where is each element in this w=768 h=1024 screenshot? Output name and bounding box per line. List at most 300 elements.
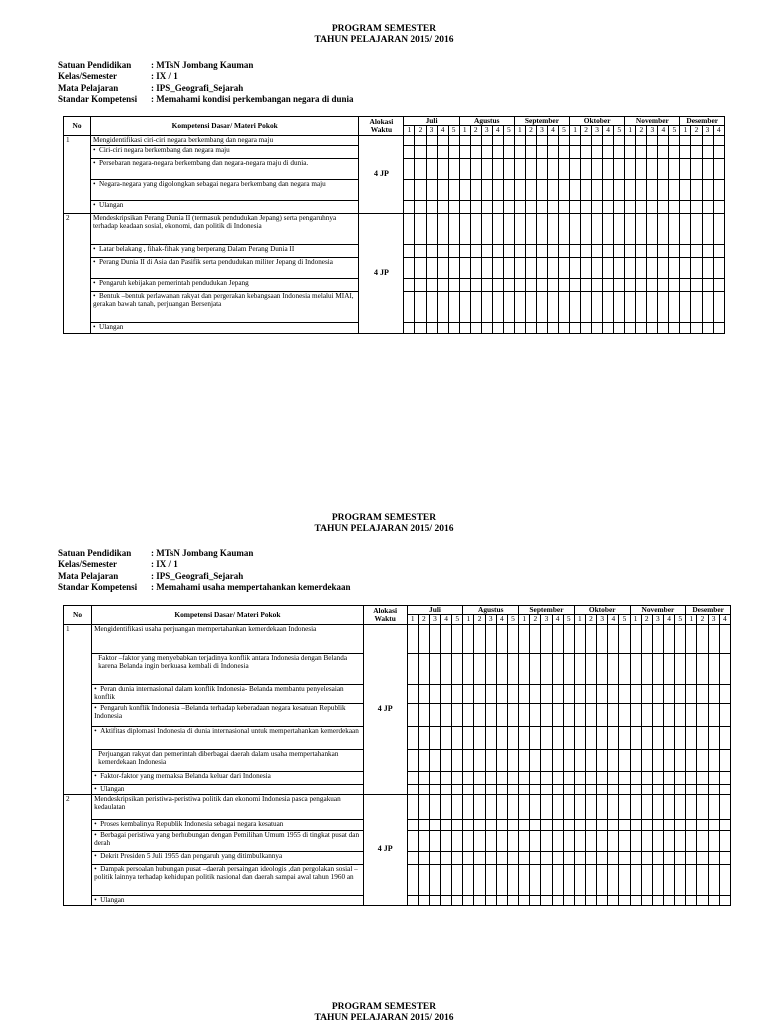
info-row: Satuan Pendidikan : MTsN Jombang Kauman [58, 548, 254, 558]
week-cell [559, 291, 570, 322]
info-row: Standar Kompetensi : Memahami usaha mempertahankan kemerdekaan [58, 581, 351, 592]
header-month: November [630, 606, 686, 615]
header-week: 5 [448, 126, 459, 135]
week-cell [608, 653, 619, 684]
week-cell [541, 784, 552, 794]
week-cell [485, 794, 496, 819]
week-cell [514, 158, 525, 179]
kompetensi-cell: Perjuangan rakyat dan pemerintah diberbagai daerah dalam usaha mempertahankan kemerdekaan Indonesia [92, 749, 364, 771]
week-cell [641, 726, 652, 749]
week-cell [647, 257, 658, 278]
week-cell [574, 895, 585, 905]
week-cell [636, 145, 647, 158]
week-cell [418, 726, 429, 749]
week-cell [519, 684, 530, 703]
week-cell [697, 864, 708, 895]
week-cell [463, 784, 474, 794]
week-cell [507, 726, 518, 749]
week-cell [437, 322, 448, 333]
week-cell [603, 291, 614, 322]
week-cell [530, 851, 541, 864]
alokasi-waktu: 4 JP [363, 794, 407, 905]
week-cell [415, 179, 426, 200]
header-week: 3 [481, 126, 492, 135]
week-cell [463, 830, 474, 851]
week-cell [496, 851, 507, 864]
info-row: Kelas/Semester : IX / 1 [58, 559, 178, 570]
week-cell [641, 771, 652, 784]
week-cell [697, 726, 708, 749]
week-cell [630, 794, 641, 819]
week-cell [418, 784, 429, 794]
week-cell [429, 830, 440, 851]
week-cell [597, 624, 608, 653]
week-cell [592, 145, 603, 158]
week-cell [658, 145, 669, 158]
week-cell [563, 895, 574, 905]
week-cell [429, 895, 440, 905]
week-cell [619, 784, 630, 794]
week-cell [463, 851, 474, 864]
week-cell [474, 784, 485, 794]
week-cell [541, 830, 552, 851]
week-cell [448, 200, 459, 213]
week-cell [581, 158, 592, 179]
week-cell [563, 851, 574, 864]
week-cell [530, 624, 541, 653]
week-cell [492, 135, 503, 145]
week-cell [404, 213, 415, 244]
week-cell [415, 158, 426, 179]
week-cell [426, 135, 437, 145]
week-cell [452, 819, 463, 830]
week-cell [559, 200, 570, 213]
week-cell [514, 278, 525, 291]
week-cell [470, 135, 481, 145]
week-cell [452, 784, 463, 794]
week-cell [415, 244, 426, 257]
week-cell [547, 278, 558, 291]
header-week: 1 [630, 615, 641, 624]
week-cell [636, 200, 647, 213]
week-cell [574, 771, 585, 784]
week-cell [470, 257, 481, 278]
week-cell [437, 278, 448, 291]
week-cell [418, 851, 429, 864]
week-cell [636, 179, 647, 200]
week-cell [448, 244, 459, 257]
week-cell [625, 135, 636, 145]
week-cell [437, 257, 448, 278]
week-cell [407, 819, 418, 830]
week-cell [519, 726, 530, 749]
week-cell [525, 257, 536, 278]
week-cell [708, 864, 719, 895]
week-cell [608, 784, 619, 794]
header-week: 1 [519, 615, 530, 624]
week-cell [663, 830, 674, 851]
week-cell [592, 135, 603, 145]
header-week: 3 [536, 126, 547, 135]
header-month: Juli [404, 117, 459, 126]
week-cell [514, 244, 525, 257]
week-cell [581, 213, 592, 244]
week-cell [641, 749, 652, 771]
week-cell [429, 624, 440, 653]
week-cell [636, 213, 647, 244]
week-cell [713, 322, 724, 333]
header-week: 4 [719, 615, 730, 624]
week-cell [585, 794, 596, 819]
week-cell [407, 684, 418, 703]
week-cell [636, 291, 647, 322]
header-week: 2 [697, 615, 708, 624]
header-month: Agustus [463, 606, 519, 615]
week-cell [563, 784, 574, 794]
week-cell [652, 771, 663, 784]
week-cell [519, 703, 530, 726]
week-cell [563, 726, 574, 749]
week-cell [441, 895, 452, 905]
week-cell [404, 200, 415, 213]
header-week: 5 [614, 126, 625, 135]
week-cell [574, 851, 585, 864]
week-cell [547, 179, 558, 200]
week-cell [503, 278, 514, 291]
week-cell [530, 653, 541, 684]
week-cell [652, 864, 663, 895]
week-cell [503, 200, 514, 213]
week-cell [492, 200, 503, 213]
week-cell [625, 200, 636, 213]
week-cell [608, 830, 619, 851]
week-cell [658, 135, 669, 145]
week-cell [614, 179, 625, 200]
week-cell [686, 684, 697, 703]
week-cell [552, 830, 563, 851]
week-cell [429, 819, 440, 830]
week-cell [496, 624, 507, 653]
week-cell [686, 624, 697, 653]
week-cell [697, 830, 708, 851]
week-cell [652, 749, 663, 771]
week-cell [708, 726, 719, 749]
kompetensi-cell: • Persebaran negara-negara berkembang dan negara-negara maju di dunia. [91, 158, 359, 179]
week-cell [663, 794, 674, 819]
week-cell [592, 179, 603, 200]
week-cell [691, 291, 702, 322]
page-title: PROGRAM SEMESTER TAHUN PELAJARAN 2015/ 2016 [314, 24, 454, 45]
week-cell [496, 864, 507, 895]
week-cell [614, 291, 625, 322]
week-cell [552, 771, 563, 784]
week-cell [675, 749, 686, 771]
week-cell [541, 771, 552, 784]
week-cell [559, 179, 570, 200]
week-cell [581, 291, 592, 322]
week-cell [448, 145, 459, 158]
week-cell [603, 257, 614, 278]
week-cell [418, 703, 429, 726]
week-cell [592, 244, 603, 257]
row-number: 1 [64, 624, 92, 794]
week-cell [459, 200, 470, 213]
week-cell [441, 830, 452, 851]
week-cell [630, 864, 641, 895]
week-cell [675, 819, 686, 830]
kompetensi-cell: • Bentuk –bentuk perlawanan rakyat dan pergerakan kebangsaan Indonesia melalui MIAI, gerakan bawah tanah, perjuangan Bersenjata [91, 291, 359, 322]
header-week: 2 [418, 615, 429, 624]
week-cell [708, 851, 719, 864]
kompetensi-cell: • Ulangan [92, 784, 364, 794]
week-cell [496, 794, 507, 819]
week-cell [603, 244, 614, 257]
week-cell [407, 784, 418, 794]
week-cell [470, 278, 481, 291]
week-cell [407, 851, 418, 864]
week-cell [713, 200, 724, 213]
week-cell [581, 200, 592, 213]
week-cell [636, 135, 647, 145]
week-cell [719, 830, 730, 851]
week-cell [492, 257, 503, 278]
week-cell [708, 819, 719, 830]
week-cell [702, 179, 713, 200]
week-cell [570, 213, 581, 244]
week-cell [702, 213, 713, 244]
week-cell [503, 244, 514, 257]
week-cell [675, 784, 686, 794]
header-week: 4 [658, 126, 669, 135]
week-cell [426, 158, 437, 179]
alokasi-waktu: 4 JP [363, 624, 407, 794]
week-cell [530, 784, 541, 794]
week-cell [429, 703, 440, 726]
week-cell [608, 684, 619, 703]
week-cell [481, 257, 492, 278]
week-cell [459, 244, 470, 257]
week-cell [536, 200, 547, 213]
week-cell [459, 213, 470, 244]
table-row [64, 624, 731, 653]
week-cell [507, 895, 518, 905]
week-cell [708, 749, 719, 771]
week-cell [459, 278, 470, 291]
week-cell [680, 244, 691, 257]
week-cell [474, 653, 485, 684]
kompetensi-cell: • Aktifitas diplomasi Indonesia di dunia internasional untuk mempertahankan kemerdekaan [92, 726, 364, 749]
week-cell [641, 784, 652, 794]
header-week: 2 [470, 126, 481, 135]
week-cell [581, 278, 592, 291]
week-cell [702, 291, 713, 322]
week-cell [536, 244, 547, 257]
week-cell [437, 200, 448, 213]
week-cell [404, 244, 415, 257]
week-cell [702, 158, 713, 179]
kompetensi-cell: • Faktor-faktor yang memaksa Belanda keluar dari Indonesia [92, 771, 364, 784]
week-cell [530, 771, 541, 784]
week-cell [574, 830, 585, 851]
week-cell [614, 278, 625, 291]
week-cell [463, 771, 474, 784]
week-cell [552, 819, 563, 830]
kompetensi-cell: • Ulangan [92, 895, 364, 905]
week-cell [541, 864, 552, 895]
week-cell [530, 895, 541, 905]
week-cell [437, 244, 448, 257]
week-cell [536, 257, 547, 278]
week-cell [641, 851, 652, 864]
week-cell [630, 895, 641, 905]
week-cell [452, 895, 463, 905]
week-cell [452, 624, 463, 653]
week-cell [597, 771, 608, 784]
week-cell [519, 864, 530, 895]
week-cell [713, 257, 724, 278]
week-cell [437, 135, 448, 145]
week-cell [641, 794, 652, 819]
header-week: 4 [603, 126, 614, 135]
week-cell [647, 278, 658, 291]
week-cell [459, 322, 470, 333]
header-month: Juli [407, 606, 463, 615]
week-cell [592, 213, 603, 244]
header-week: 4 [547, 126, 558, 135]
week-cell [574, 794, 585, 819]
week-cell [496, 830, 507, 851]
header-week: 4 [608, 615, 619, 624]
week-cell [669, 158, 680, 179]
week-cell [592, 257, 603, 278]
week-cell [702, 244, 713, 257]
week-cell [652, 851, 663, 864]
header-week: 1 [404, 126, 415, 135]
week-cell [619, 726, 630, 749]
header-week: 5 [507, 615, 518, 624]
week-cell [470, 291, 481, 322]
week-cell [536, 145, 547, 158]
week-cell [702, 278, 713, 291]
week-cell [630, 684, 641, 703]
header-week: 1 [463, 615, 474, 624]
week-cell [713, 158, 724, 179]
week-cell [574, 624, 585, 653]
week-cell [452, 771, 463, 784]
week-cell [448, 213, 459, 244]
week-cell [474, 771, 485, 784]
week-cell [452, 749, 463, 771]
header-week: 4 [492, 126, 503, 135]
week-cell [552, 624, 563, 653]
week-cell [641, 895, 652, 905]
week-cell [541, 851, 552, 864]
week-cell [481, 291, 492, 322]
week-cell [585, 895, 596, 905]
kompetensi-cell: Mendeskripsikan peristiwa-peristiwa politik dan ekonomi Indonesia pasca pengakuan kedaulatan [92, 794, 364, 819]
week-cell [603, 145, 614, 158]
week-cell [507, 819, 518, 830]
week-cell [541, 794, 552, 819]
week-cell [619, 794, 630, 819]
week-cell [669, 179, 680, 200]
page-title: PROGRAM SEMESTER TAHUN PELAJARAN 2015/ 2016 [314, 513, 454, 534]
week-cell [581, 322, 592, 333]
week-cell [647, 145, 658, 158]
header-month: Oktober [574, 606, 630, 615]
week-cell [708, 895, 719, 905]
week-cell [630, 830, 641, 851]
week-cell [702, 135, 713, 145]
week-cell [463, 653, 474, 684]
week-cell [496, 771, 507, 784]
week-cell [608, 703, 619, 726]
week-cell [530, 684, 541, 703]
week-cell [669, 145, 680, 158]
header-week: 3 [541, 615, 552, 624]
week-cell [719, 784, 730, 794]
header-week: 5 [675, 615, 686, 624]
header-week: 2 [415, 126, 426, 135]
week-cell [652, 684, 663, 703]
week-cell [719, 851, 730, 864]
week-cell [658, 278, 669, 291]
week-cell [680, 179, 691, 200]
week-cell [592, 291, 603, 322]
week-cell [452, 653, 463, 684]
week-cell [719, 653, 730, 684]
week-cell [441, 726, 452, 749]
week-cell [686, 851, 697, 864]
week-cell [507, 624, 518, 653]
week-cell [459, 135, 470, 145]
week-cell [507, 653, 518, 684]
week-cell [418, 771, 429, 784]
week-cell [597, 684, 608, 703]
week-cell [619, 771, 630, 784]
header-week: 3 [597, 615, 608, 624]
week-cell [619, 895, 630, 905]
week-cell [619, 703, 630, 726]
week-cell [481, 135, 492, 145]
week-cell [496, 819, 507, 830]
week-cell [713, 145, 724, 158]
week-cell [415, 145, 426, 158]
week-cell [426, 322, 437, 333]
week-cell [713, 291, 724, 322]
week-cell [429, 749, 440, 771]
week-cell [652, 830, 663, 851]
week-cell [470, 244, 481, 257]
week-cell [675, 653, 686, 684]
week-cell [625, 257, 636, 278]
week-cell [485, 726, 496, 749]
week-cell [481, 322, 492, 333]
week-cell [597, 653, 608, 684]
week-cell [470, 200, 481, 213]
week-cell [463, 749, 474, 771]
week-cell [547, 213, 558, 244]
header-week: 5 [503, 126, 514, 135]
week-cell [675, 864, 686, 895]
week-cell [547, 158, 558, 179]
week-cell [691, 278, 702, 291]
week-cell [492, 158, 503, 179]
week-cell [474, 703, 485, 726]
week-cell [514, 179, 525, 200]
week-cell [608, 771, 619, 784]
week-cell [702, 257, 713, 278]
